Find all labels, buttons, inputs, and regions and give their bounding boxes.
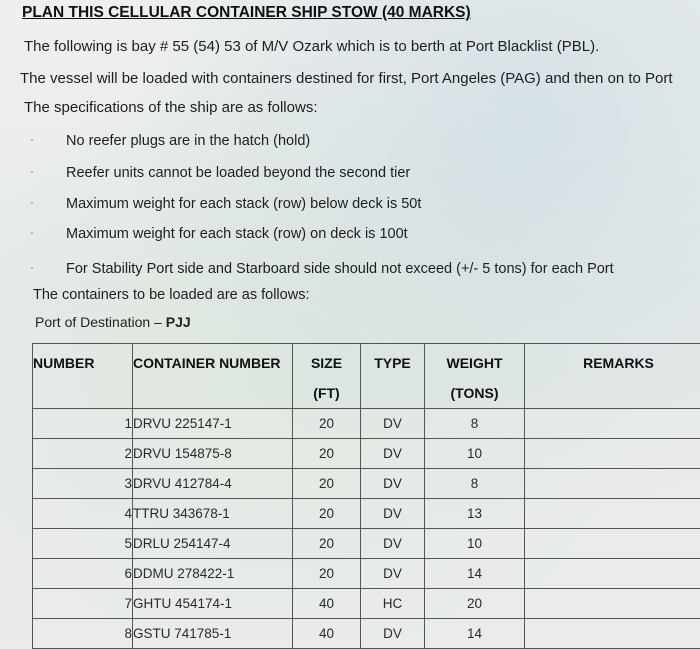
cell-number: 6 (33, 559, 133, 589)
cell-type: HC (361, 589, 425, 619)
containers-intro: The containers to be loaded are as follows: (33, 287, 309, 303)
cell-size: 20 (293, 529, 361, 559)
cell-container-number: DRVU 225147-1 (133, 409, 293, 439)
cell-container-number: TTRU 343678-1 (133, 499, 293, 529)
cell-type: DV (361, 619, 425, 649)
cell-weight: 14 (425, 559, 525, 589)
table-row (33, 469, 700, 499)
table-row (33, 529, 700, 559)
column-header-type: TYPE (361, 344, 425, 409)
spec-text: Maximum weight for each stack (row) on deck is 100t (66, 226, 408, 242)
cell-size: 20 (293, 439, 361, 469)
cell-size: 40 (293, 589, 361, 619)
cell-weight: 10 (425, 529, 525, 559)
cell-remarks (525, 499, 700, 529)
column-header-container-number: CONTAINER NUMBER (133, 344, 293, 409)
column-header-remarks: REMARKS (525, 344, 700, 409)
table-row (33, 499, 700, 529)
cell-type: DV (361, 559, 425, 589)
cell-number: 1 (33, 409, 133, 439)
cell-weight: 14 (425, 619, 525, 649)
cell-weight: 10 (425, 439, 525, 469)
cell-remarks (525, 409, 700, 439)
column-header-number: NUMBER (33, 344, 133, 409)
document-title: PLAN THIS CELLULAR CONTAINER SHIP STOW (40 MARKS) (22, 4, 471, 22)
cell-size: 20 (293, 499, 361, 529)
cell-type: DV (361, 499, 425, 529)
column-header-weight: WEIGHT (TONS) (425, 344, 525, 409)
cell-container-number: DRVU 154875-8 (133, 439, 293, 469)
cell-type: DV (361, 439, 425, 469)
intro-line-ports: The vessel will be loaded with containers destined for first, Port Angeles (PAG) and then on to Port (20, 70, 673, 87)
spec-text: Maximum weight for each stack (row) below deck is 50t (66, 196, 421, 212)
table-header-row (33, 344, 700, 409)
cell-size: 20 (293, 469, 361, 499)
cell-weight: 8 (425, 409, 525, 439)
bullet-icon: · (30, 195, 34, 209)
bullet-icon: · (30, 225, 34, 239)
intro-line-specs: The specifications of the ship are as follows: (24, 99, 317, 116)
port-of-destination (35, 314, 191, 330)
container-table (32, 343, 700, 649)
cell-type: DV (361, 529, 425, 559)
cell-remarks (525, 529, 700, 559)
cell-size: 20 (293, 559, 361, 589)
cell-size: 40 (293, 619, 361, 649)
cell-remarks (525, 469, 700, 499)
cell-container-number: GSTU 741785-1 (133, 619, 293, 649)
cell-weight: 20 (425, 589, 525, 619)
spec-text: For Stability Port side and Starboard side should not exceed (+/- 5 tons) for each Port (66, 261, 614, 277)
table-row (33, 619, 700, 649)
table-row (33, 589, 700, 619)
cell-type: DV (361, 409, 425, 439)
port-of-destination-value: PJJ (166, 314, 191, 330)
port-of-destination-label: Port of Destination – (35, 314, 166, 330)
intro-line-bay: The following is bay # 55 (54) 53 of M/V Ozark which is to berth at Port Blacklist (PBL). (24, 38, 599, 55)
cell-container-number: GHTU 454174-1 (133, 589, 293, 619)
cell-number: 2 (33, 439, 133, 469)
bullet-icon: · (30, 260, 34, 274)
cell-number: 3 (33, 469, 133, 499)
cell-size: 20 (293, 409, 361, 439)
cell-container-number: DRLU 254147-4 (133, 529, 293, 559)
cell-number: 4 (33, 499, 133, 529)
table-row (33, 559, 700, 589)
cell-remarks (525, 559, 700, 589)
table-row (33, 439, 700, 469)
spec-text: No reefer plugs are in the hatch (hold) (66, 133, 310, 149)
cell-weight: 8 (425, 469, 525, 499)
cell-type: DV (361, 469, 425, 499)
spec-text: Reefer units cannot be loaded beyond the second tier (66, 165, 410, 181)
cell-remarks (525, 619, 700, 649)
cell-container-number: DRVU 412784-4 (133, 469, 293, 499)
cell-remarks (525, 439, 700, 469)
cell-number: 5 (33, 529, 133, 559)
column-header-size: SIZE (FT) (293, 344, 361, 409)
cell-number: 8 (33, 619, 133, 649)
cell-weight: 13 (425, 499, 525, 529)
bullet-icon: · (30, 164, 34, 178)
cell-remarks (525, 589, 700, 619)
table-row (33, 409, 700, 439)
cell-container-number: DDMU 278422-1 (133, 559, 293, 589)
cell-number: 7 (33, 589, 133, 619)
bullet-icon: · (30, 132, 34, 146)
